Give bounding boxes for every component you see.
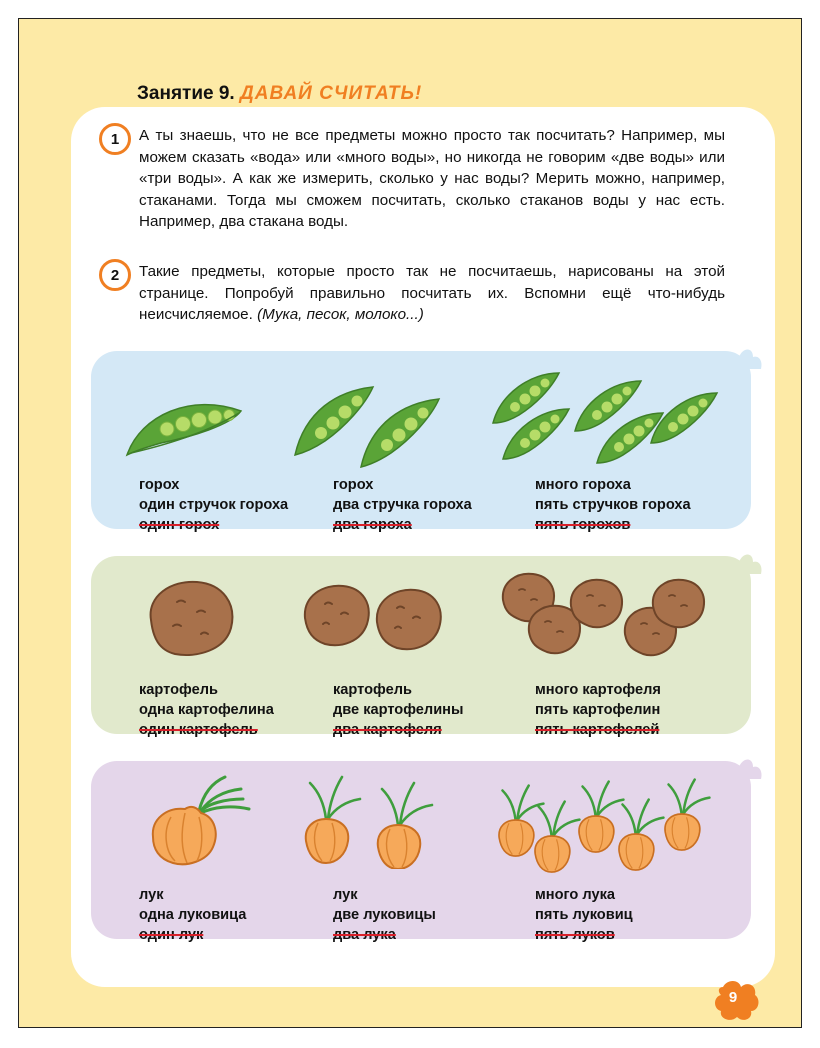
onion-label-one	[139, 885, 246, 945]
potato-two-line2: две картофелины	[333, 702, 464, 718]
five-potatoes-icon	[501, 570, 721, 670]
onion-five-line1: много лука	[535, 887, 615, 903]
lesson-title: ДАВАЙ СЧИТАТЬ!	[240, 83, 423, 104]
page-number: 9	[728, 989, 738, 1006]
peas-five-wrong: пять горохов	[535, 517, 631, 533]
potato-two-wrong: два картофеля	[333, 722, 442, 738]
peas-one-line2: один стручок гороха	[139, 497, 289, 513]
two-onions-icon	[296, 769, 446, 869]
five-onions-icon	[491, 769, 727, 879]
page-title	[137, 83, 422, 105]
paragraph-1-text: А ты знаешь, что не все предметы можно просто так посчитать? Например, мы можем сказать «вода» или «много воды», но никогда не говорим «две воды» или «три воды». А как же измерить, сколько у нас воды? Мерить можно, например, стаканами. Тогда мы сможем посчитать, сколько стаканов воды у нас есть. Например, два стакана воды.	[139, 127, 725, 231]
paragraph-2-text: Такие предметы, которые просто так не посчитаешь, нарисованы на этой странице. Попробуй правильно посчитать их. Вспомни ещё что-нибудь неисчисляемое.	[139, 263, 725, 324]
potato-five-line1: много картофеля	[535, 682, 661, 698]
paragraph-2-hint: (Мука, песок, молоко...)	[257, 306, 424, 324]
potato-one-wrong: один картофель	[139, 722, 258, 738]
onion-icon	[141, 769, 261, 869]
onion-one-line1: лук	[139, 887, 164, 903]
onion-two-wrong: два лука	[333, 927, 396, 943]
potato-label-one	[139, 680, 274, 740]
peas-two-wrong: два гороха	[333, 517, 412, 533]
peas-five-line2: пять стручков гороха	[535, 497, 691, 513]
potato-label-two	[333, 680, 463, 740]
potato-one-line1: картофель	[139, 682, 218, 698]
potato-five-wrong: пять картофелей	[535, 722, 660, 738]
pea-pod-icon	[121, 381, 251, 461]
onion-panel	[91, 761, 751, 943]
onion-label-two	[333, 885, 436, 945]
potato-icon	[141, 576, 241, 660]
lesson-number: Занятие 9.	[137, 83, 235, 104]
paragraph-2-number: 2	[110, 266, 120, 284]
paragraph-1-number-badge	[99, 123, 131, 155]
paragraph-1	[139, 125, 725, 233]
peas-one-line1: горох	[139, 477, 180, 493]
peas-two-line2: два стручка гороха	[333, 497, 472, 513]
peas-one-wrong: один горох	[139, 517, 220, 533]
peas-label-one	[139, 475, 288, 535]
workbook-page	[18, 18, 802, 1028]
peas-label-five	[535, 475, 691, 535]
peas-label-two	[333, 475, 472, 535]
potato-five-line2: пять картофелин	[535, 702, 661, 718]
potato-two-line1: картофель	[333, 682, 412, 698]
five-pea-pods-icon	[491, 363, 731, 473]
onion-one-wrong: один лук	[139, 927, 204, 943]
peas-five-line1: много гороха	[535, 477, 631, 493]
two-potatoes-icon	[301, 580, 451, 656]
two-pea-pods-icon	[291, 371, 441, 471]
peas-two-line1: горох	[333, 477, 374, 493]
page-number-badge	[713, 977, 761, 1023]
paragraph-2	[139, 261, 725, 326]
onion-label-five	[535, 885, 633, 945]
paragraph-2-number-badge	[99, 259, 131, 291]
peas-panel	[91, 351, 751, 533]
potato-one-line2: одна картофелина	[139, 702, 274, 718]
potato-label-five	[535, 680, 661, 740]
onion-five-line2: пять луковиц	[535, 907, 633, 923]
paragraph-1-number: 1	[110, 130, 120, 148]
onion-one-line2: одна луковица	[139, 907, 247, 923]
onion-five-wrong: пять луков	[535, 927, 615, 943]
potato-panel	[91, 556, 751, 738]
onion-two-line2: две луковицы	[333, 907, 436, 923]
onion-two-line1: лук	[333, 887, 358, 903]
